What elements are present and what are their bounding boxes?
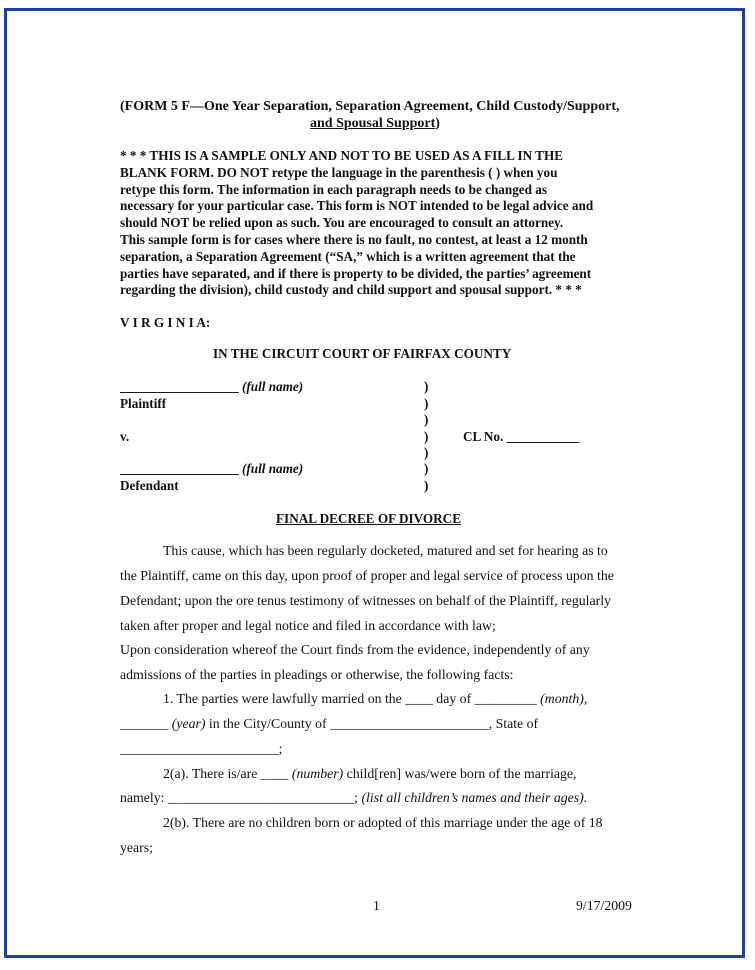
notice-line: This sample form is for cases where there is no fault, no contest, at least a 12 month (120, 231, 588, 247)
body-line: the Plaintiff, came on this day, upon proof of proper and legal service of process upon the (120, 568, 614, 583)
notice-line: should NOT be relied upon as such. You are encouraged to consult an attorney. (120, 215, 564, 231)
defendant-label: Defendant (120, 478, 179, 493)
finding-2b-line1: 2(b). There are no children born or adopted of this marriage under the age of 18 (163, 815, 603, 830)
form-title-underlined: and Spousal Support (310, 116, 436, 131)
plaintiff-name-line (120, 379, 303, 395)
finding-2a-line1 (163, 766, 577, 782)
footer-date: 9/17/2009 (576, 898, 632, 913)
caption-paren: ) (424, 461, 429, 476)
sample-notice (120, 148, 640, 299)
body-line: admissions of the parties in pleadings or otherwise, the following facts: (120, 667, 514, 682)
finding-1-line3: _______________________; (120, 741, 283, 756)
caption-paren: ) (424, 379, 429, 394)
finding-1-line2 (120, 716, 538, 732)
children-names-blank: namely: ___________________________; (120, 790, 362, 805)
plaintiff-full-name-label: (full name) (241, 379, 304, 394)
caption-paren: ) (424, 396, 429, 411)
notice-line: separation, a Separation Agreement (“SA,” which is a written agreement that the (120, 248, 576, 264)
defendant-full-name-label: (full name) (241, 461, 304, 476)
notice-line: BLANK FORM. DO NOT retype the language in the parenthesis ( ) when you (120, 164, 558, 180)
month-label: (month) (540, 691, 584, 706)
defendant-name-blank: __________________ (120, 461, 239, 476)
finding-2a-text-end: child[ren] was/were born of the marriage, (343, 766, 577, 781)
finding-1-comma: , (583, 691, 588, 706)
state-heading: V I R G I N I A: (120, 315, 211, 330)
caption-paren: ) (424, 429, 429, 444)
form-title-line2 (310, 116, 440, 132)
finding-1-text: 1. The parties were lawfully married on the ____ day of _________ (163, 691, 541, 706)
form-title-line1: (FORM 5 F—One Year Separation, Separation Agreement, Child Custody/Support, (120, 99, 620, 114)
year-label: (year) (171, 716, 206, 731)
notice-line: retype this form. The information in each paragraph needs to be changed as (120, 181, 548, 197)
versus-label: v. (120, 429, 130, 444)
body-line: taken after proper and legal notice and filed in accordance with law; (120, 618, 496, 633)
finding-2a-text: 2(a). There is/are ____ (163, 766, 292, 781)
page-number: 1 (373, 898, 380, 913)
children-list-label: (list all children’s names and their ages). (361, 790, 588, 805)
plaintiff-label: Plaintiff (120, 396, 167, 411)
finding-1-line1 (163, 691, 587, 707)
notice-line: * * * THIS IS A SAMPLE ONLY AND NOT TO BE USED AS A FILL IN THE (120, 148, 564, 163)
form-title-close: ) (435, 116, 440, 131)
body-line: This cause, which has been regularly docketed, matured and set for hearing as to (163, 543, 608, 558)
court-heading: IN THE CIRCUIT COURT OF FAIRFAX COUNTY (213, 346, 512, 361)
decree-title: FINAL DECREE OF DIVORCE (276, 511, 461, 526)
body-line: Upon consideration whereof the Court finds from the evidence, independently of any (120, 642, 590, 657)
body-line: Defendant; upon the ore tenus testimony of witnesses on behalf of the Plaintiff, regularly (120, 593, 611, 608)
caption-paren: ) (424, 445, 429, 460)
notice-line: regarding the division), child custody and child support and spousal support. * * * (120, 282, 582, 298)
defendant-name-line (120, 461, 303, 477)
notice-line: parties have separated, and if there is property to be divided, the parties’ agreement (120, 265, 592, 281)
city-county-text: in the City/County of _______________________, State of (205, 716, 539, 731)
case-number-field: CL No. ___________ (463, 429, 580, 444)
notice-line: necessary for your particular case. This form is NOT intended to be legal advice and (120, 198, 594, 214)
year-blank: _______ (120, 716, 172, 731)
finding-2b-line2: years; (120, 840, 153, 855)
caption-paren: ) (424, 412, 429, 427)
caption-paren: ) (424, 478, 429, 493)
number-label: (number) (291, 766, 344, 781)
finding-2a-line2 (120, 790, 587, 806)
plaintiff-name-blank: __________________ (120, 379, 239, 394)
